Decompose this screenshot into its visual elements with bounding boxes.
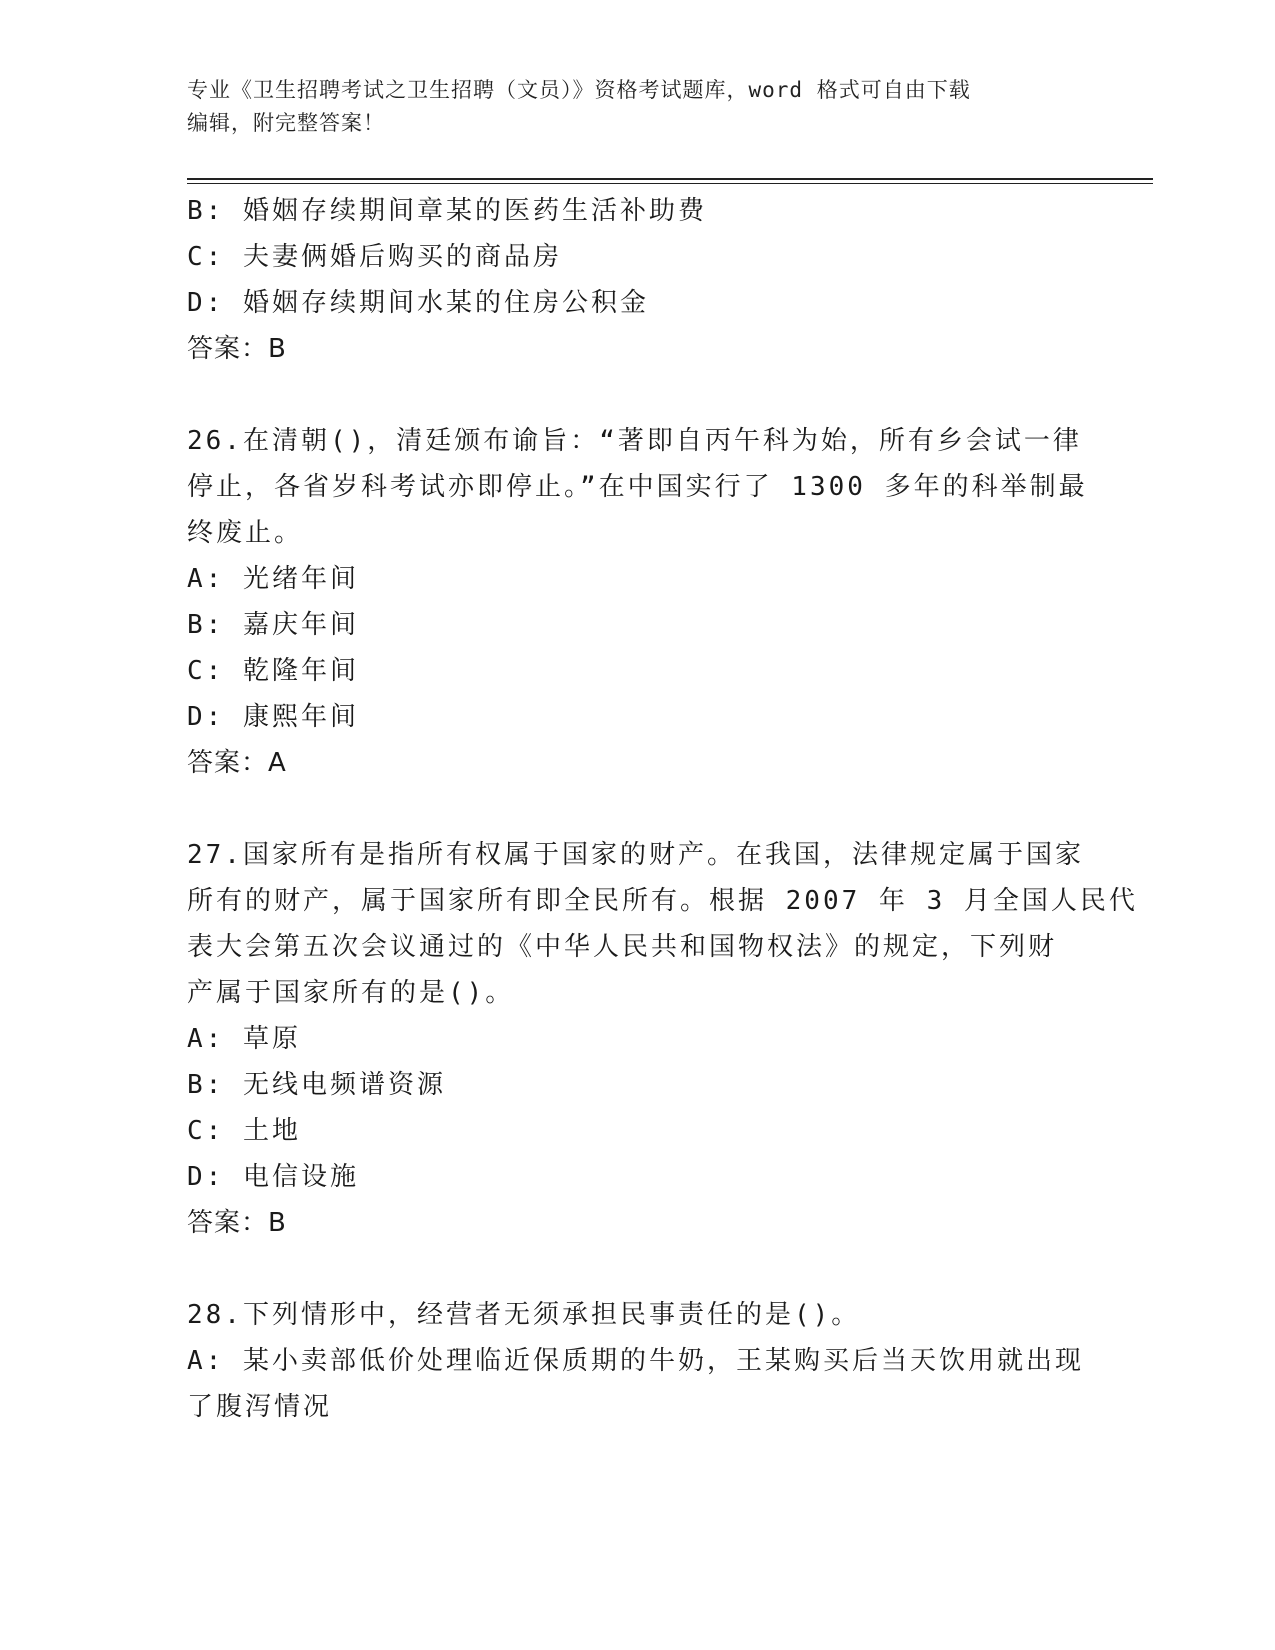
option-a: A: 草原 xyxy=(187,1024,301,1054)
continued-question xyxy=(187,188,1087,372)
option-a: A: 光绪年间 xyxy=(187,564,359,594)
header-line-2: 编辑，附完整答案！ xyxy=(187,111,385,135)
header-divider-thick xyxy=(187,178,1153,180)
question-list xyxy=(187,188,1138,1430)
option-d: D: 婚姻存续期间水某的住房公积金 xyxy=(187,288,649,318)
header-divider-thin xyxy=(187,183,1153,184)
option-d: D: 康熙年间 xyxy=(187,702,359,732)
header-line-1: 专业《卫生招聘考试之卫生招聘（文员）》资格考试题库，word 格式可自由下载 xyxy=(187,78,971,102)
spacer xyxy=(187,372,1087,418)
option-b: B: 婚姻存续期间章某的医药生活补助费 xyxy=(187,196,707,226)
question-stem: 27.国家所有是指所有权属于国家的财产。在我国，法律规定属于国家 xyxy=(187,840,1084,870)
answer: 答案：B xyxy=(187,334,287,364)
question-stem: 终废止。 xyxy=(187,518,304,548)
option-c: C: 乾隆年间 xyxy=(187,656,359,686)
option-c: C: 夫妻俩婚后购买的商品房 xyxy=(187,242,562,272)
spacer xyxy=(187,1246,1087,1292)
option-b: B: 嘉庆年间 xyxy=(187,610,359,640)
option-b: B: 无线电频谱资源 xyxy=(187,1070,446,1100)
document-header xyxy=(187,74,1067,140)
answer: 答案：A xyxy=(187,748,287,778)
option-c: C: 土地 xyxy=(187,1116,301,1146)
option-a: A: 某小卖部低价处理临近保质期的牛奶，王某购买后当天饮用就出现 xyxy=(187,1346,1084,1376)
option-a-continued: 了腹泻情况 xyxy=(187,1392,333,1422)
question-stem: 产属于国家所有的是()。 xyxy=(187,978,515,1008)
question-28 xyxy=(187,1292,1087,1430)
question-stem: 26.在清朝()，清廷颁布谕旨：“著即自丙午科为始，所有乡会试一律 xyxy=(187,426,1082,456)
question-27 xyxy=(187,832,1138,1246)
answer: 答案：B xyxy=(187,1208,287,1238)
spacer xyxy=(187,786,1087,832)
question-26 xyxy=(187,418,1087,786)
question-stem: 28.下列情形中，经营者无须承担民事责任的是()。 xyxy=(187,1300,861,1330)
option-d: D: 电信设施 xyxy=(187,1162,359,1192)
question-stem: 所有的财产，属于国家所有即全民所有。根据 2007 年 3 月全国人民代 xyxy=(187,886,1138,916)
question-stem: 停止，各省岁科考试亦即停止。”在中国实行了 1300 多年的科举制最 xyxy=(187,472,1088,502)
question-stem: 表大会第五次会议通过的《中华人民共和国物权法》的规定，下列财 xyxy=(187,932,1058,962)
